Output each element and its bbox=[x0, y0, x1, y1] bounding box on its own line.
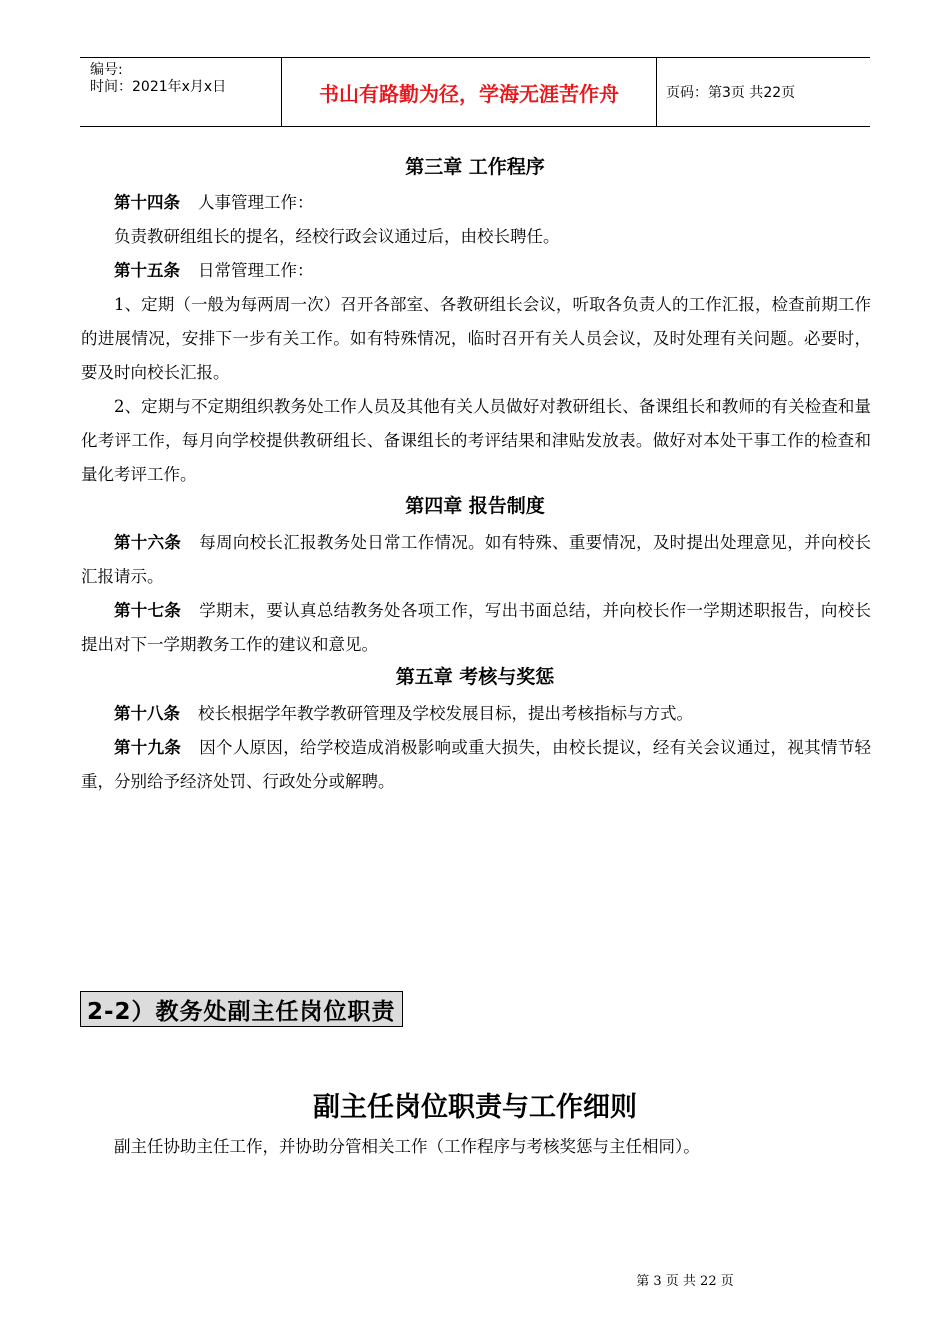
article-18 bbox=[81, 697, 871, 731]
article-15-label: 第十五条 bbox=[114, 261, 180, 280]
article-16-label: 第十六条 bbox=[114, 533, 182, 552]
time-label: 时间：2021年x月x日 bbox=[90, 79, 227, 95]
header-divider-right bbox=[656, 58, 657, 126]
header-motto: 书山有路勤为径，学海无涯苦作舟 bbox=[319, 81, 619, 106]
article-14-label: 第十四条 bbox=[114, 193, 180, 212]
article-15-text: 日常管理工作： bbox=[198, 261, 314, 280]
chapter3-title: 第三章 工作程序 bbox=[405, 156, 545, 178]
chapter4-title: 第四章 报告制度 bbox=[405, 495, 545, 517]
header-table bbox=[80, 57, 870, 127]
header-meta bbox=[90, 62, 226, 96]
article-18-label: 第十八条 bbox=[114, 704, 180, 723]
article-19-text: 因个人原因，给学校造成消极影响或重大损失，由校长提议，经有关会议通过，视其情节轻重，分别给予经济处罚、行政处分或解聘。 bbox=[81, 738, 872, 791]
article-17 bbox=[81, 594, 871, 662]
section-body: 副主任协助主任工作，并协助分管相关工作（工作程序与考核奖惩与主任相同）。 bbox=[114, 1137, 700, 1156]
article-14-text: 人事管理工作： bbox=[198, 193, 314, 212]
number-label: 编号: bbox=[90, 62, 123, 78]
header-page-label: 页码：第3页 共22页 bbox=[666, 85, 796, 101]
article-16 bbox=[81, 526, 871, 594]
article-18-text: 校长根据学年教学教研管理及学校发展目标，提出考核指标与方式。 bbox=[198, 704, 693, 723]
article-17-label: 第十七条 bbox=[114, 601, 182, 620]
page-footer: 第 3 页 共 22 页 bbox=[636, 1274, 734, 1289]
article-16-text: 每周向校长汇报教务处日常工作情况。如有特殊、重要情况，及时提出处理意见，并向校长汇报请示。 bbox=[81, 533, 872, 586]
article-15-item-1: 1、定期（一般为每两周一次）召开各部室、各教研组长会议，听取各负责人的工作汇报，检查前期工作的进展情况，安排下一步有关工作。如有特殊情况，临时召开有关人员会议，及时处理有关问题。必要时，要及时向校长汇报。 bbox=[81, 295, 871, 382]
chapter5-title: 第五章 考核与奖惩 bbox=[395, 666, 555, 688]
article-15-item-2: 2、定期与不定期组织教务处工作人员及其他有关人员做好对教研组长、备课组长和教师的有关检查和量化考评工作，每月向学校提供教研组长、备课组长的考评结果和津贴发放表。做好对本处干事工作的检查和量化考评工作。 bbox=[81, 397, 871, 484]
section-title: 副主任岗位职责与工作细则 bbox=[313, 1092, 637, 1123]
article-14 bbox=[81, 186, 871, 220]
section-heading: 2-2）教务处副主任岗位职责 bbox=[80, 991, 403, 1027]
article-17-text: 学期末，要认真总结教务处各项工作，写出书面总结，并向校长作一学期述职报告，向校长提出对下一学期教务工作的建议和意见。 bbox=[81, 601, 872, 654]
article-19 bbox=[81, 731, 871, 799]
article-15 bbox=[81, 254, 871, 288]
article-14-body: 负责教研组组长的提名，经校行政会议通过后，由校长聘任。 bbox=[114, 227, 560, 246]
article-19-label: 第十九条 bbox=[114, 738, 182, 757]
